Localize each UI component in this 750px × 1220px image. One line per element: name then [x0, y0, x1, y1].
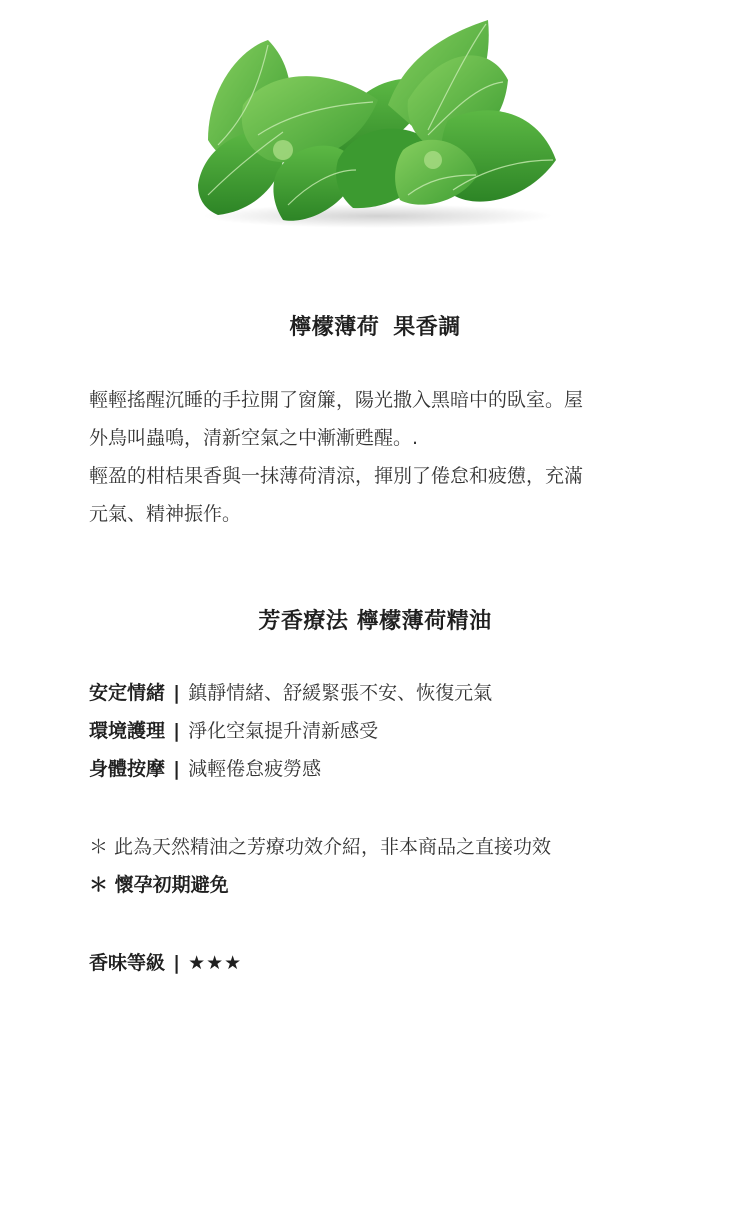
section-title-aromatherapy: 芳香療法 檸檬薄荷精油	[258, 609, 492, 634]
title-scent-type: 果香調	[393, 315, 461, 340]
mint-leaves-illustration	[188, 10, 564, 232]
scent-rating	[89, 944, 669, 982]
scent-rating-row	[89, 944, 669, 982]
benefit-value: 鎮靜情緒、舒緩緊張不安、恢復元氣	[188, 682, 493, 704]
separator: |	[173, 682, 181, 704]
description-line: 外鳥叫蟲鳴，清新空氣之中漸漸甦醒。.	[89, 427, 419, 449]
description-line: 元氣、精神振作。	[89, 503, 242, 525]
benefit-item	[89, 674, 669, 712]
title-product-name: 檸檬薄荷	[289, 315, 380, 340]
benefit-label: 安定情緒	[89, 682, 166, 704]
disclaimer-note: ＊ 此為天然精油之芳療功效介紹，非本商品之直接功效	[89, 836, 552, 858]
star-rating-icons: ★★★	[188, 952, 243, 974]
scent-description	[89, 381, 669, 533]
benefits-list	[89, 674, 669, 788]
notes	[89, 828, 669, 904]
scent-rating-label: 香味等級	[89, 952, 166, 974]
benefit-item	[89, 712, 669, 750]
benefit-label: 環境護理	[89, 720, 166, 742]
separator: |	[173, 720, 181, 742]
benefit-value: 淨化空氣提升清新感受	[188, 720, 379, 742]
description-line: 輕輕搖醒沉睡的手拉開了窗簾，陽光撒入黑暗中的臥室。屋	[89, 389, 584, 411]
description-line: 輕盈的柑桔果香與一抹薄荷清涼，揮別了倦怠和疲憊，充滿	[89, 465, 584, 487]
benefit-value: 減輕倦怠疲勞感	[188, 758, 322, 780]
separator: |	[173, 758, 181, 780]
benefit-item	[89, 750, 669, 788]
section-title-scent	[0, 310, 750, 341]
pregnancy-warning: ＊ 懷孕初期避免	[89, 874, 229, 896]
benefit-label: 身體按摩	[89, 758, 166, 780]
separator: |	[173, 952, 181, 974]
mint-leaves-image	[188, 10, 564, 232]
